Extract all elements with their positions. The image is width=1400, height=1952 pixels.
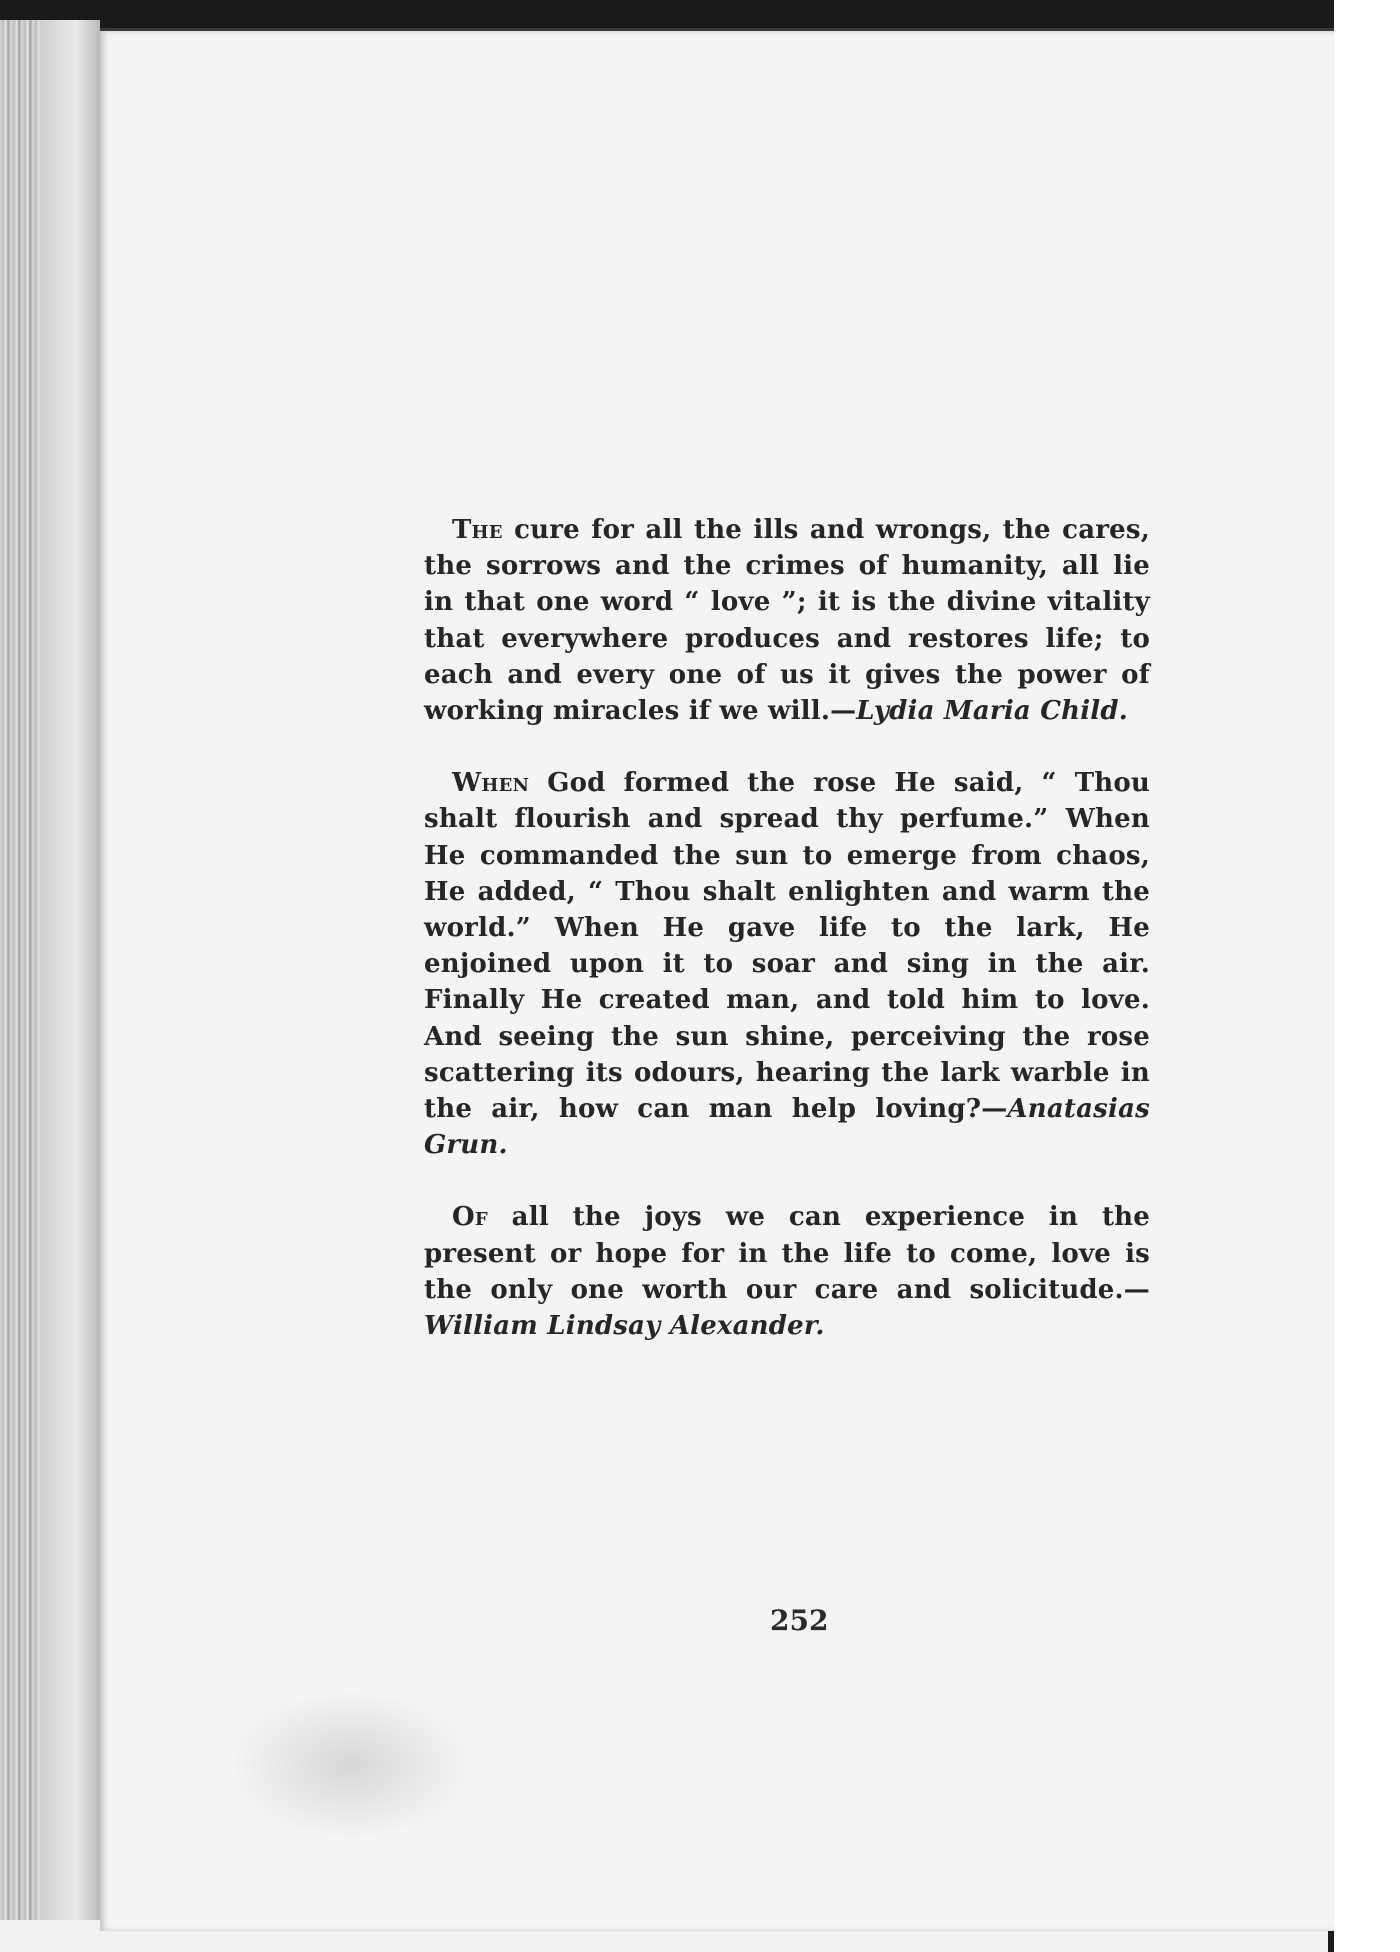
scan-top-border <box>0 0 1400 30</box>
paragraph-text: all the joys we can experience in the present or hope for in the life to come, love is the only one worth our care and solicitude.— <box>424 1202 1150 1305</box>
paragraph-lead-word: The <box>452 515 503 545</box>
quotations-block <box>424 512 1150 1380</box>
paragraph-text: God formed the rose He said, “ Thou shalt flourish and spread thy perfume.” When He commanded the sun to emerge from chaos, He added, “ Thou shalt enlighten and warm the world.” When He gave life to the lark, He enjoined upon it to soar and sing in the air. Finally He created man, and told him to love. And seeing the sun shine, perceiving the rose scattering its odours, hearing the lark warble in the air, how can man help loving?— <box>424 768 1150 1125</box>
scan-right-border <box>1328 0 1400 1952</box>
quotation-paragraph <box>424 765 1150 1163</box>
book-page-edges <box>0 20 100 1920</box>
paragraph-lead-word: When <box>452 768 530 799</box>
paragraph-lead-word: Of <box>452 1202 488 1233</box>
quotation-author: Lydia Maria Child. <box>856 696 1128 727</box>
quotation-paragraph <box>424 512 1150 729</box>
page-number: 252 <box>770 1604 829 1637</box>
paragraph-text: cure for all the ills and wrongs, the cares, the sorrows and the crimes of humanity, all lie in that one word “ love ”; it is the divine vitality that everywhere produces and restores life; to each and every one of us it gives the power of working miracles if we will.— <box>424 515 1150 727</box>
quotation-author: William Lindsay Alexander. <box>424 1311 825 1342</box>
quotation-author: Anatasias Grun. <box>424 1094 1150 1161</box>
page-smudge <box>230 1690 470 1840</box>
quotation-paragraph <box>424 1199 1150 1344</box>
